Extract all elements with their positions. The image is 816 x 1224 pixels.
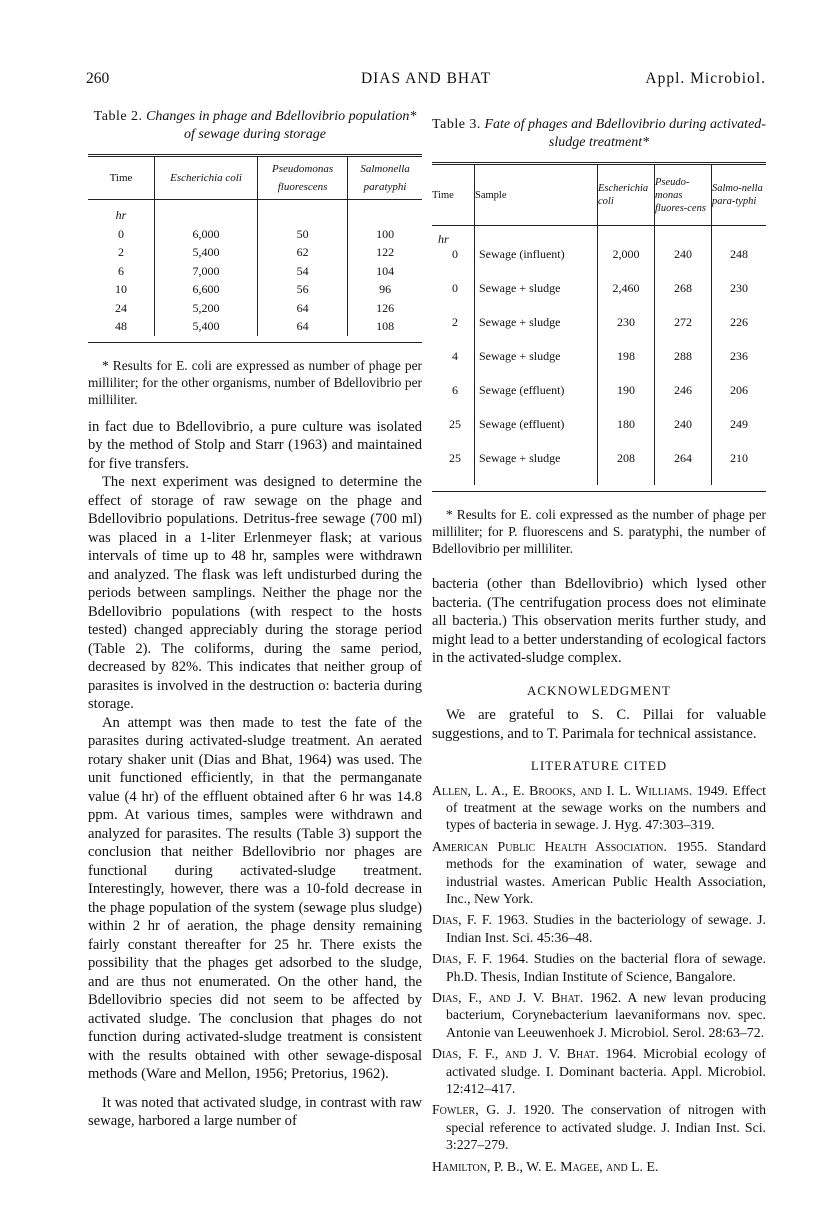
reference-item: [432, 782, 766, 834]
right-column: [432, 116, 766, 1179]
t3-cell: 272: [655, 315, 712, 349]
t3-col-ecoli: Escherichia coli: [598, 164, 655, 226]
reference-item: [432, 838, 766, 908]
t3-row: [432, 383, 766, 417]
t2-cell: 62: [258, 243, 348, 262]
reference-authors: Dias, F. F.: [432, 912, 492, 928]
t2-cell: 64: [258, 299, 348, 318]
t2-cell: 6,600: [155, 280, 258, 299]
acknowledgment-text: We are grateful to S. C. Pillai for valuable suggestions, and to T. Parimala for technical assistance.: [432, 707, 766, 742]
t3-cell: 180: [598, 417, 655, 451]
t3-cell: 6: [452, 383, 458, 397]
t3-cell: Sewage + sludge: [475, 281, 598, 315]
t3-cell: Sewage (effluent): [475, 417, 598, 451]
reference-list: [432, 782, 766, 1176]
t2-cell: 122: [348, 243, 422, 262]
t2-cell: 56: [258, 280, 348, 299]
t2-cell: 104: [348, 262, 422, 281]
t3-cell: 240: [655, 417, 712, 451]
t2-row: [88, 280, 422, 299]
t3-cell: Sewage + sludge: [475, 349, 598, 383]
t2-cell: 0: [118, 226, 124, 241]
t2-col-salmonella: Salmonella paratyphi: [348, 156, 422, 200]
t2-cell: 24: [115, 300, 127, 315]
t2-cell: 5,400: [155, 317, 258, 336]
left-paragraph-3: An attempt was then made to test the fate of the parasites during activated-sludge treatment. An aerated rotary shaker unit (Dias and Bhat, 1964) was used. The unit functioned efficiently, in that the permanganate value (4 hr) of the effluent obtained after 6 hr was 14.8 ppm. At various times, samples were withdrawn and analyzed for parasites. The results (Table 3) support the conclusion that neither Bdellovibrio nor phages are functional during activated-sludge treatment. Interestingly, however, there was a 10-fold decrease in the phage population of the system (sewage plus sludge) within 2 hr of aeration, the phage density remaining fairly constant thereafter for 25 hr. There exists the possibility that the phages get adsorbed to the sludge, and are thus not enumerated. On the other hand, the Bdellovibrio species did not seem to be affected by activated sludge. The conclusion that phages do not function during activated-sludge treatment is consistent with the results obtained with other sewage-disposal methods (Ware and Mellon, 1956; Pretorius, 1962).: [88, 714, 422, 1082]
t2-body: [88, 200, 422, 336]
t2-row: [88, 262, 422, 281]
t2-cell: 50: [258, 225, 348, 244]
t3-cell: 288: [655, 349, 712, 383]
t2-cell: 6: [118, 263, 124, 278]
t3-cell: 0: [452, 281, 458, 295]
t3-cell: Sewage (effluent): [475, 383, 598, 417]
t3-cell: 246: [655, 383, 712, 417]
t2-cell: 2: [118, 245, 124, 259]
left-paragraph-2: The next experiment was designed to determine the effect of storage of raw sewage on the phage and Bdellovibrio populations. Detritus-free sewage (700 ml) was placed in a 1-liter Erlenmeyer flask; at various intervals of time up to 48 hr, samples were withdrawn and analyzed. The flask was left undisturbed during the periods between samplings. Neither the phage nor the Bdellovibrio populations (with respect to the hosts tested) changed appreciably during the storage period (Table 2). The coliforms, during the same period, decreased by 82%. This indicates that neither group of parasites is involved in the destruction o: bacteria during storage.: [88, 474, 422, 712]
t2-row: [88, 299, 422, 318]
t3-col-pseudomonas: Pseudo-monas fluores-cens: [655, 164, 712, 226]
running-title: DIAS AND BHAT: [360, 70, 492, 87]
reference-item: [432, 989, 766, 1041]
t3-cell: 236: [712, 349, 767, 383]
t3-col-time: Time: [432, 189, 454, 201]
t3-cell: 2,460: [598, 281, 655, 315]
left-paragraph-4: It was noted that activated sludge, in contrast with raw sewage, harbored a large number of: [88, 1094, 422, 1129]
t3-cell: Sewage + sludge: [475, 451, 598, 485]
t3-cell: 2: [452, 315, 458, 329]
t3-cell: 198: [598, 349, 655, 383]
t3-cell: 4: [452, 349, 458, 363]
reference-authors: Dias, F., and J. V. Bhat.: [432, 989, 584, 1005]
t3-cell: 240: [655, 247, 712, 281]
t3-cell: 208: [598, 451, 655, 485]
t3-cell: 248: [712, 247, 767, 281]
t2-col-pseudomonas: Pseudomonas fluorescens: [258, 156, 348, 200]
t3-cell: 2,000: [598, 247, 655, 281]
reference-text: 1964. Microbial ecology of activated sludge. I. Dominant bacteria. Appl. Microbiol. 12:412–417.: [446, 1046, 766, 1096]
t3-row: [432, 281, 766, 315]
reference-item: [432, 1158, 766, 1175]
reference-text: 1920. The conservation of nitrogen with special reference to activated sludge. J. Indian Inst. Sci. 3:227–279.: [446, 1102, 766, 1153]
journal-name: Appl. Microbiol.: [645, 70, 766, 87]
left-paragraph-1: in fact due to Bdellovibrio, a pure culture was isolated by the method of Stolp and Starr (1963) and maintained for five transfers.: [88, 418, 422, 472]
page-number: 260: [86, 70, 110, 87]
t2-row: [88, 243, 422, 262]
t3-cell: Sewage + sludge: [475, 315, 598, 349]
t2-cell: 5,400: [155, 243, 258, 262]
t2-cell: 64: [258, 317, 348, 336]
t3-row: [432, 417, 766, 451]
reference-authors: Dias, F. F.: [432, 951, 493, 967]
t3-row: [432, 451, 766, 485]
t3-cell: 230: [598, 315, 655, 349]
reference-item: [432, 1045, 766, 1097]
reference-authors: Allen, L. A., E. Brooks, and I. L. Williams.: [432, 782, 693, 798]
t3-col-sample: Sample: [475, 164, 598, 226]
t3-cell: Sewage (influent): [475, 247, 598, 281]
left-column: [88, 108, 422, 1131]
t3-body: [432, 226, 766, 486]
t3-row: [432, 247, 766, 281]
literature-heading: LITERATURE CITED: [530, 758, 668, 773]
t3-cell: 264: [655, 451, 712, 485]
t3-cell: 249: [712, 417, 767, 451]
reference-authors: Dias, F. F., and J. V. Bhat.: [432, 1046, 599, 1062]
reference-text: 1964. Studies on the bacterial flora of sewage. Ph.D. Thesis, Indian Institute of Science, Bangalore.: [446, 951, 767, 984]
t3-cell: 0: [452, 247, 458, 261]
reference-authors: American Public Health Association.: [432, 838, 667, 854]
table2-footnote: * Results for E. coli are expressed as number of phage per milliliter; for the other organisms, number of Bdellovibrio per milliliter.: [88, 357, 422, 407]
table3: [432, 162, 766, 485]
t2-row: [88, 225, 422, 244]
t3-cell: 268: [655, 281, 712, 315]
t2-cell: 54: [258, 262, 348, 281]
t3-cell: 210: [712, 451, 767, 485]
t2-cell: 48: [115, 319, 127, 333]
reference-authors: Hamilton, P. B., W. E. Magee, and L. E.: [432, 1158, 659, 1174]
reference-text: 1949. Effect of treatment at the sewage works on the numbers and types of bacteria in sewage. J. Hyg. 47:303–319.: [446, 782, 766, 833]
t3-col-salmonella: Salmo-nella para-typhi: [712, 164, 767, 226]
t2-cell: 108: [348, 317, 422, 336]
t2-cell: 7,000: [155, 262, 258, 281]
t2-col-time: Time: [109, 171, 133, 184]
table3-footnote: * Results for E. coli expressed as the number of phage per milliliter; for P. fluorescens and S. paratyphi, the number of Bdellovibrio per milliliter.: [432, 507, 766, 556]
t2-unit: hr: [115, 208, 127, 222]
left-body-text: [88, 418, 422, 1131]
t2-row: [88, 317, 422, 336]
reference-item: [432, 911, 766, 946]
t3-row: [432, 349, 766, 383]
t3-cell: 230: [712, 281, 767, 315]
reference-text: 1963. Studies in the bacteriology of sewage. J. Indian Inst. Sci. 45:36–48.: [446, 912, 766, 945]
t2-cell: 126: [348, 299, 422, 318]
t2-cell: 100: [348, 225, 422, 244]
t3-cell: 25: [449, 451, 461, 465]
page-header: [86, 70, 766, 92]
t3-cell: 190: [598, 383, 655, 417]
reference-item: [432, 950, 766, 985]
reference-item: [432, 1101, 766, 1153]
acknowledgment-heading: ACKNOWLEDGMENT: [527, 682, 671, 698]
t3-cell: 25: [449, 417, 461, 431]
t3-cell: 226: [712, 315, 767, 349]
t2-cell: 5,200: [155, 299, 258, 318]
table3-caption: Table 3. Fate of phages and Bdellovibrio during activated-sludge treatment*: [432, 117, 766, 150]
t3-unit: hr: [438, 232, 449, 246]
reference-text: 1955. Standard methods for the examination of water, sewage and industrial wastes. American Public Health Association, Inc., New York.: [446, 838, 766, 906]
table2-caption: Table 2. Changes in phage and Bdellovibrio population* of sewage during storage: [93, 109, 417, 142]
table2: [88, 154, 422, 336]
t2-col-ecoli: Escherichia coli: [155, 156, 258, 200]
right-paragraph: bacteria (other than Bdellovibrio) which lysed other bacteria. (The centrifugation process does not eliminate all bacteria.) This observation merits further study, and might lead to a better understanding of ecological factors in the activated-sludge complex.: [432, 576, 766, 666]
reference-text: 1962. A new levan producing bacterium, Corynebacterium laevaniformans nov. spec. Antonie van Leeuwenhoek J. Microbiol. Serol. 28:63–72.: [446, 989, 766, 1040]
t2-cell: 10: [115, 282, 127, 296]
t3-cell: 206: [712, 383, 767, 417]
reference-authors: Fowler, G. J.: [432, 1102, 516, 1118]
t2-cell: 96: [348, 280, 422, 299]
t3-row: [432, 315, 766, 349]
t2-cell: 6,000: [155, 225, 258, 244]
